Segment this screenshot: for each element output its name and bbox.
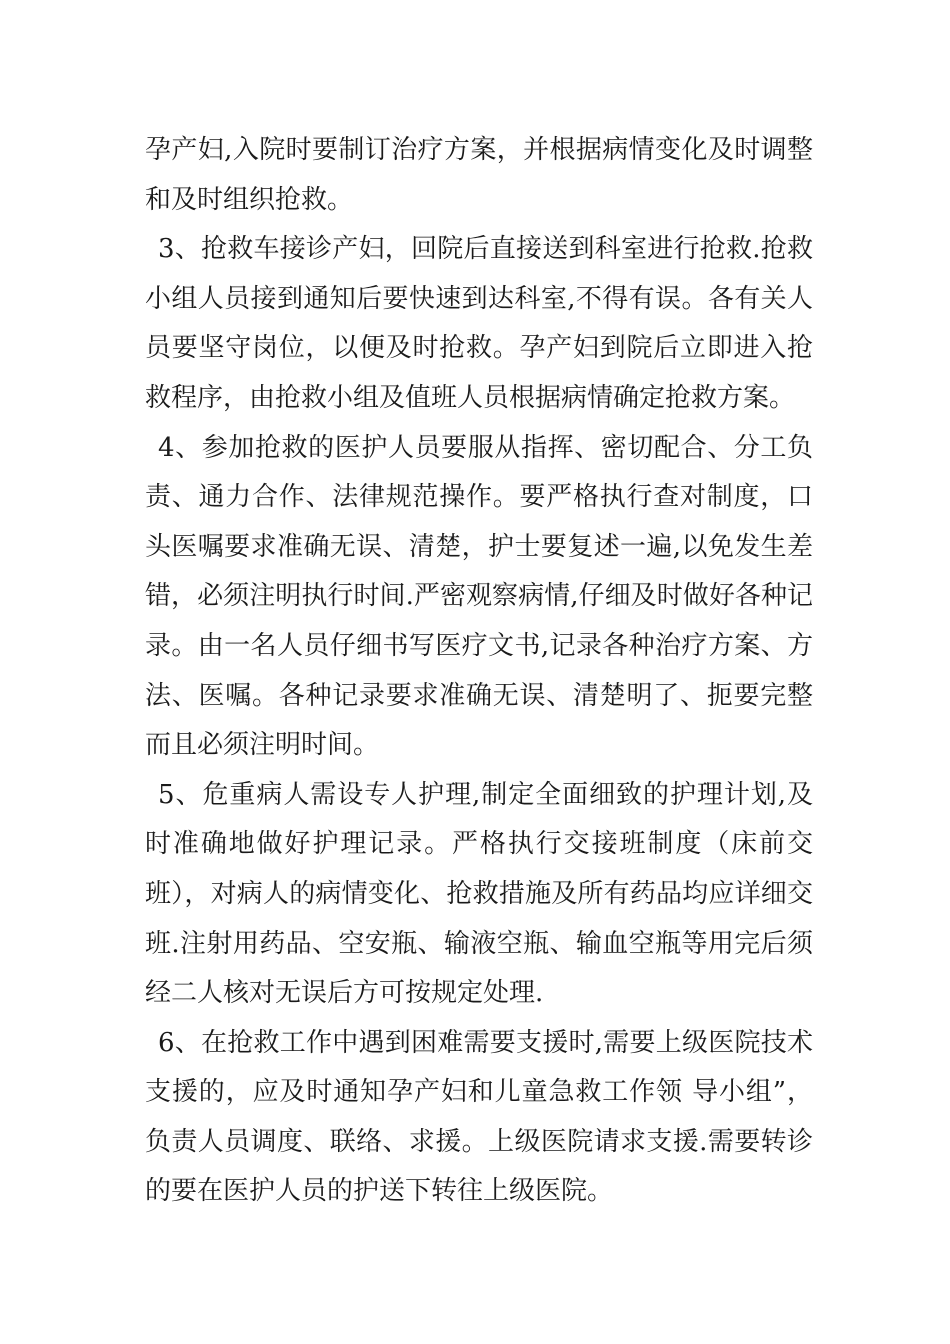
paragraph-continuation: 孕产妇,入院时要制订治疗方案，并根据病情变化及时调整和及时组织抢救。 <box>145 135 813 215</box>
document-body <box>145 126 813 1217</box>
paragraph-item-5: 5、危重病人需设专人护理,制定全面细致的护理计划,及时准确地做好护理记录。严格执行交接班制度（床前交班），对病人的病情变化、抢救措施及所有药品均应详细交班.注射用药品、空安瓶、输液空瓶、输血空瓶等用完后须经二人核对无误后方可按规定处理. <box>145 779 813 1009</box>
paragraph-item-3: 3、抢救车接诊产妇，回院后直接送到科室进行抢救.抢救小组人员接到通知后要快速到达科室,不得有误。各有关人员要坚守岗位，以便及时抢救。孕产妇到院后立即进入抢救程序，由抢救小组及值班人员根据病情确定抢救方案。 <box>145 234 813 413</box>
paragraph-item-4: 4、参加抢救的医护人员要服从指挥、密切配合、分工负责、通力合作、法律规范操作。要严格执行查对制度，口头医嘱要求准确无误、清楚，护士要复述一遍,以免发生差错，必须注明执行时间.严密观察病情,仔细及时做好各种记录。由一名人员仔细书写医疗文书,记录各种治疗方案、方法、医嘱。各种记录要求准确无误、清楚明了、扼要完整而且必须注明时间。 <box>145 432 813 761</box>
paragraph-item-6: 6、在抢救工作中遇到困难需要支援时,需要上级医院技术支援的，应及时通知孕产妇和儿童急救工作领 导小组”，负责人员调度、联络、求援。上级医院请求支援.需要转诊的要在医护人员的护送下转往上级医院。 <box>145 1027 813 1207</box>
